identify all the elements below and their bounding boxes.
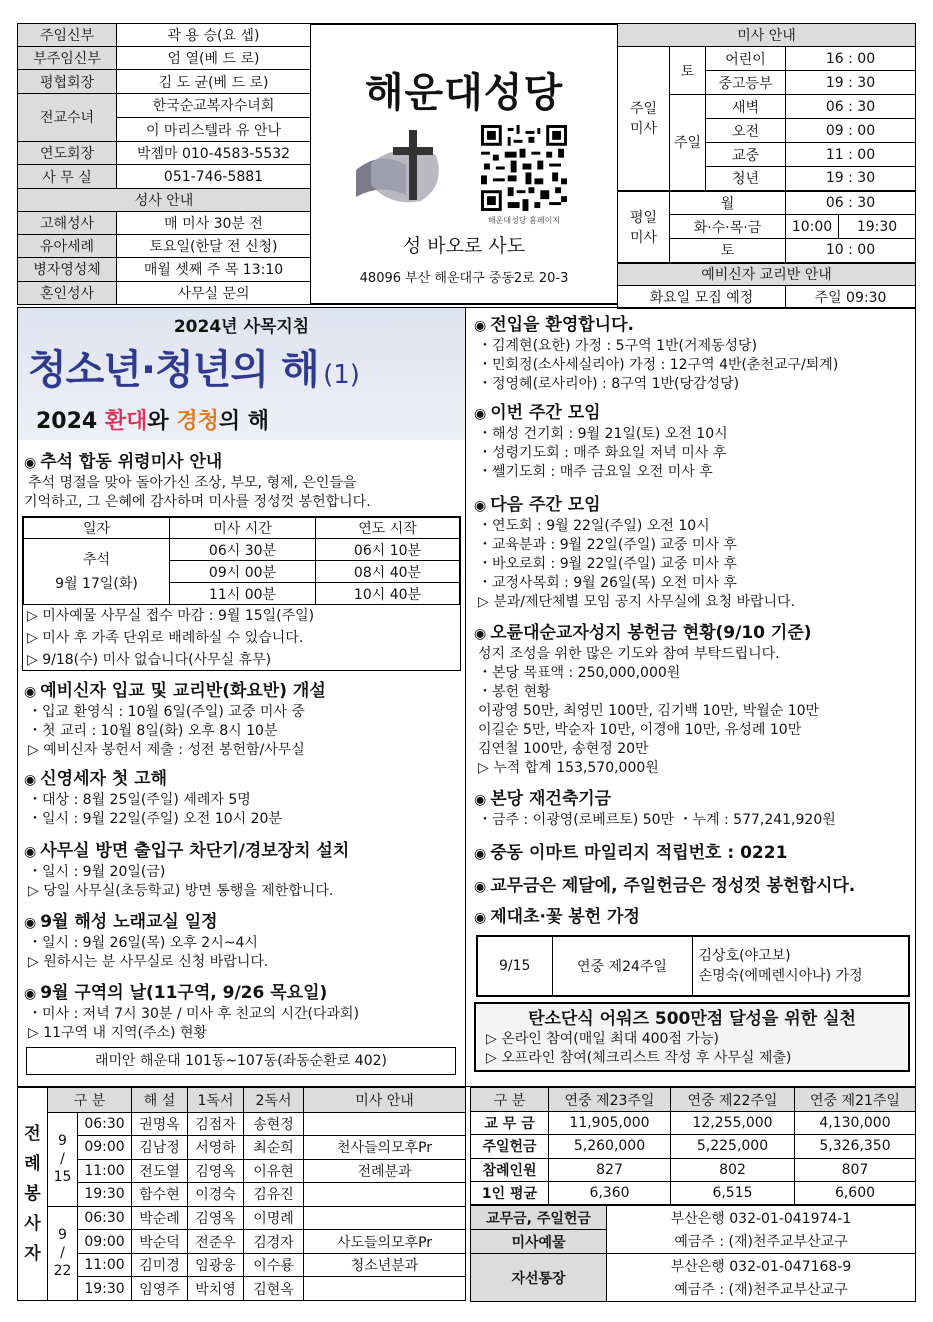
sacraments-title: 성사 안내 — [18, 188, 311, 211]
finance-cell: 827 — [549, 1158, 671, 1181]
section-line: 이광영 50만, 최영민 100만, 김기백 10만, 박월순 10만 — [478, 703, 820, 719]
section-line: 이길순 5만, 박순자 10만, 이경애 10만, 유성례 10만 — [478, 722, 802, 738]
servers-date: 9 / 15 — [48, 1112, 78, 1206]
sacrament-value: 매월 셋째 주 목 13:10 — [117, 258, 311, 281]
section-title: 교무금은 제달에, 주일헌금은 정성껏 봉헌합시다. — [490, 876, 856, 896]
banner-sub — [36, 404, 269, 435]
left-section — [24, 680, 461, 760]
servers-cell: 천사들의모후Pr — [304, 1136, 466, 1160]
section-line: ・김계현(요한) 가정 : 5구역 1반(거제동성당) — [478, 338, 758, 354]
carbon-line: ▷ 온라인 참여(매일 최대 400점 가능) — [486, 1031, 719, 1047]
circle-bullet-icon: ◉ — [24, 915, 37, 931]
servers-cell: 김경자 — [244, 1230, 304, 1254]
circle-bullet-icon: ◉ — [24, 986, 37, 1002]
mass-name: 교중 — [706, 143, 786, 167]
mass-time: 19 : 30 — [786, 167, 916, 191]
servers-cell: 11:00 — [78, 1159, 132, 1183]
officer-value: 051-746-5881 — [117, 165, 311, 188]
memorial-header: 일자 — [24, 518, 170, 539]
account-holder: 예금주 : (재)천주교부산교구 — [607, 1230, 916, 1254]
right-section — [474, 402, 910, 482]
banner-sub-suffix: 의 해 — [218, 409, 270, 434]
servers-table — [17, 1087, 466, 1301]
servers-cell: 19:30 — [78, 1183, 132, 1207]
banner-sub-hospitality: 환대 — [104, 409, 148, 434]
section-title: 9월 구역의 날(11구역, 9/26 목요일) — [40, 983, 328, 1003]
servers-cell: 청소년분과 — [304, 1253, 466, 1277]
section-title: 전입을 환영합니다. — [490, 315, 634, 335]
memorial-date: 추석 — [82, 551, 111, 568]
finance-header: 연중 제23주일 — [549, 1088, 671, 1112]
memorial-prayer-time: 10시 40분 — [316, 583, 460, 605]
banner-num: (1) — [323, 360, 360, 390]
servers-header: 구 분 — [48, 1088, 132, 1113]
finance-cell: 12,255,000 — [671, 1112, 795, 1135]
mass-name: 중고등부 — [706, 71, 786, 95]
left-column — [17, 307, 466, 1087]
section-line: ▷ 원하시는 분 사무실로 신청 바랍니다. — [28, 954, 269, 970]
section-title: 예비신자 입교 및 교리반(화요반) 개설 — [40, 681, 326, 701]
sunday-mass-label: 주일 미사 — [618, 47, 670, 191]
left-section — [24, 982, 461, 1075]
servers-cell: 김영옥 — [188, 1206, 244, 1230]
finance-cell: 11,905,000 — [549, 1112, 671, 1135]
servers-cell: 사도들의모후Pr — [304, 1230, 466, 1254]
parish-patron: 성 바오로 사도 — [402, 235, 526, 257]
section-title: 제대초·꽃 봉헌 가정 — [490, 907, 640, 927]
parish-address: 48096 부산 해운대구 중동2로 20-3 — [359, 271, 569, 286]
servers-cell: 전준우 — [188, 1230, 244, 1254]
memorial-date: 9월 17일(화) — [55, 575, 138, 592]
banner-sub-year: 2024 — [36, 409, 98, 434]
memorial-desc: 추석 명절을 맞아 돌아가신 조상, 부모, 형제, 은인들을 — [28, 475, 357, 491]
finance-label: 참례인원 — [471, 1158, 549, 1181]
officer-value: 한국순교복자수녀회 — [117, 93, 311, 117]
finance-cell: 4,130,000 — [795, 1112, 916, 1135]
memorial-note: ▷ 9/18(수) 미사 없습니다(사무실 휴무) — [27, 652, 272, 668]
account-label: 자선통장 — [471, 1254, 607, 1302]
saturday-label: 토 — [670, 47, 706, 95]
officer-value: 곽 용 승(요 셉) — [117, 24, 311, 47]
mass-name: 화·수·목·금 — [670, 215, 786, 239]
circle-bullet-icon: ◉ — [474, 846, 487, 862]
mass-name: 어린이 — [706, 47, 786, 71]
officer-value: 엄 열(베 드 로) — [117, 47, 311, 70]
section-title: 이번 주간 모임 — [490, 403, 601, 423]
flowers-week: 연중 제24주일 — [552, 937, 692, 995]
servers-cell — [304, 1206, 466, 1230]
section-title: 추석 합동 위령미사 안내 — [40, 452, 223, 472]
servers-cell: 박치영 — [188, 1277, 244, 1301]
finance-cell: 5,225,000 — [671, 1135, 795, 1158]
section-line: ・성령기도회 : 매주 화요일 저녁 미사 후 — [478, 445, 727, 461]
servers-cell: 09:00 — [78, 1136, 132, 1160]
right-section — [474, 314, 910, 394]
section-line: ・교육분과 : 9월 22일(주일) 교중 미사 후 — [478, 537, 737, 553]
finance-label: 교 무 금 — [471, 1112, 549, 1135]
sacrament-label: 병자영성체 — [18, 258, 117, 281]
right-column — [466, 307, 916, 1087]
left-section — [24, 840, 461, 901]
finance-cell: 6,515 — [671, 1181, 795, 1204]
servers-cell: 박순덕 — [132, 1230, 188, 1254]
section-line: ▷ 11구역 내 지역(주소) 현황 — [28, 1025, 208, 1041]
servers-cell: 06:30 — [78, 1206, 132, 1230]
servers-cell: 06:30 — [78, 1112, 132, 1136]
flowers-box — [476, 935, 910, 997]
memorial-table — [23, 517, 460, 605]
servers-header: 해 설 — [132, 1088, 188, 1113]
finance-header: 구 분 — [471, 1088, 549, 1112]
servers-cell: 박순례 — [132, 1206, 188, 1230]
catechumen-time: 주일 09:30 — [786, 286, 916, 309]
weekday-mass-label: 평일 미사 — [618, 191, 670, 263]
mass-name: 새벽 — [706, 95, 786, 119]
section-title: 9월 해성 노래교실 일정 — [40, 912, 218, 932]
section-title: 다음 주간 모임 — [490, 495, 601, 515]
mass-time: 06 : 30 — [786, 191, 916, 215]
finance-header: 연중 제22주일 — [671, 1088, 795, 1112]
servers-cell: 이명례 — [244, 1206, 304, 1230]
finance-cell: 807 — [795, 1158, 916, 1181]
finance-cell: 6,360 — [549, 1181, 671, 1204]
left-section — [24, 911, 461, 972]
banner-main-line — [28, 338, 360, 395]
servers-table-wrap — [17, 1087, 466, 1301]
servers-header: 미사 안내 — [304, 1088, 466, 1113]
section-line: ・대상 : 8월 25일(주일) 세례자 5명 — [28, 792, 251, 808]
district-box: 래미안 해운대 101동~107동(좌동순환로 402) — [26, 1047, 456, 1075]
servers-cell: 이수룡 — [244, 1253, 304, 1277]
circle-bullet-icon: ◉ — [474, 792, 487, 808]
account-label: 교무금, 주일헌금 — [471, 1206, 607, 1230]
section-line: ・일시 : 9월 22일(주일) 오전 10시 20분 — [28, 811, 282, 827]
mass-time: 06 : 30 — [786, 95, 916, 119]
circle-bullet-icon: ◉ — [474, 910, 487, 926]
left-section — [24, 768, 461, 829]
section-title: 중동 이마트 마일리지 적립번호 : 0221 — [490, 843, 788, 863]
banner-sub-and: 와 — [147, 409, 169, 434]
memorial-mass-time: 09시 00분 — [170, 561, 316, 583]
servers-cell: 09:00 — [78, 1230, 132, 1254]
officer-label: 부주임신부 — [18, 47, 117, 70]
sacrament-value: 매 미사 30분 전 — [117, 211, 311, 234]
officer-label: 주임신부 — [18, 24, 117, 47]
memorial-box — [22, 516, 461, 671]
flowers-family: 손명숙(에메렌시아나) 가정 — [698, 968, 863, 984]
sunday-label: 주일 — [670, 95, 706, 191]
servers-cell: 권명옥 — [132, 1112, 188, 1136]
catechumen-title: 예비신자 교리반 안내 — [618, 263, 916, 286]
section-line: ・금주 : 이광영(로베르토) 50만 ・누계 : 577,241,920원 — [478, 812, 836, 828]
servers-cell: 이유현 — [244, 1159, 304, 1183]
accounts-table — [470, 1205, 916, 1302]
finance-cell: 802 — [671, 1158, 795, 1181]
right-section — [474, 906, 640, 929]
officer-label: 전교수녀 — [18, 93, 117, 142]
circle-bullet-icon: ◉ — [474, 498, 487, 514]
mass-schedule — [617, 23, 916, 305]
memorial-title-row — [24, 451, 222, 474]
mass-time: 09 : 00 — [786, 119, 916, 143]
carbon-line: ▷ 오프라인 참여(체크리스트 작성 후 사무실 제출) — [486, 1050, 792, 1066]
servers-cell: 19:30 — [78, 1277, 132, 1301]
section-line: ・교정사목회 : 9월 26일(목) 오전 미사 후 — [478, 575, 737, 591]
flowers-date: 9/15 — [478, 937, 552, 995]
section-line: 김연철 100만, 송현정 20만 — [478, 741, 649, 757]
section-line: ・입교 환영식 : 10월 6일(주일) 교중 미사 중 — [28, 704, 305, 720]
right-section — [474, 842, 787, 865]
servers-date: 9 / 22 — [48, 1206, 78, 1300]
officers-panel — [17, 23, 311, 305]
banner-top: 2024년 사목지침 — [173, 317, 310, 337]
circle-bullet-icon: ◉ — [24, 772, 37, 788]
finance-cell: 5,260,000 — [549, 1135, 671, 1158]
circle-bullet-icon: ◉ — [474, 626, 487, 642]
mass-name: 토 — [670, 239, 786, 263]
mass-time: 11 : 00 — [786, 143, 916, 167]
servers-header: 2독서 — [244, 1088, 304, 1113]
sacrament-value: 사무실 문의 — [117, 281, 311, 304]
parish-name: 해운대성당 — [364, 70, 564, 116]
section-line: ▷ 예비신자 봉헌서 제출 : 성전 봉헌함/사무실 — [28, 742, 305, 758]
catechumen-info: 화요일 모집 예정 — [618, 286, 786, 309]
circle-bullet-icon: ◉ — [474, 406, 487, 422]
servers-cell: 김점자 — [188, 1112, 244, 1136]
carbon-title: 탄소단식 어워즈 500만점 달성을 위한 실천 — [528, 1009, 856, 1029]
servers-cell: 김남정 — [132, 1136, 188, 1160]
finance-table — [470, 1087, 916, 1205]
servers-cell: 이경숙 — [188, 1183, 244, 1207]
servers-cell: 김미경 — [132, 1253, 188, 1277]
mass-time: 19 : 30 — [786, 71, 916, 95]
servers-cell: 김현옥 — [244, 1277, 304, 1301]
servers-cell: 김영옥 — [188, 1159, 244, 1183]
section-line: ・민회정(소사세실리아) 가정 : 12구역 4반(춘천교구/퇴계) — [478, 357, 839, 373]
mass-title: 미사 안내 — [618, 24, 916, 47]
section-line: ・일시 : 9월 20일(금) — [28, 864, 166, 880]
pastoral-banner — [18, 308, 465, 440]
accounts-wrap — [470, 1205, 916, 1301]
memorial-header: 연도 시작 — [316, 518, 460, 539]
officer-label: 연도회장 — [18, 142, 117, 165]
sacrament-label: 혼인성사 — [18, 281, 117, 304]
mass-time: 10:00 — [786, 215, 839, 239]
servers-cell — [304, 1277, 466, 1301]
finance-label: 주일헌금 — [471, 1135, 549, 1158]
account-label: 미사예물 — [471, 1230, 607, 1254]
officer-value: 이 마리스텔라 유 안나 — [117, 117, 311, 141]
section-title: 오륜대순교자성지 봉헌금 현황(9/10 기준) — [490, 623, 812, 643]
section-line: ・쎌기도회 : 매주 금요일 오전 미사 후 — [478, 464, 713, 480]
right-section — [474, 788, 910, 830]
right-section — [474, 875, 855, 898]
right-section — [474, 622, 910, 778]
qr-caption: 해운대성당 홈페이지 — [487, 216, 561, 225]
servers-cell — [304, 1183, 466, 1207]
memorial-header: 미사 시간 — [170, 518, 316, 539]
circle-bullet-icon: ◉ — [24, 684, 37, 700]
officer-label: 평협회장 — [18, 70, 117, 93]
servers-cell: 임광웅 — [188, 1253, 244, 1277]
finance-label: 1인 평균 — [471, 1181, 549, 1204]
circle-bullet-icon: ◉ — [24, 844, 37, 860]
officer-value: 박젬마 010-4583-5532 — [117, 142, 311, 165]
section-title: 본당 재건축기금 — [490, 789, 612, 809]
officer-value: 김 도 균(베 드 로) — [117, 70, 311, 93]
account-bank: 부산은행 032-01-041974-1 — [607, 1206, 916, 1230]
account-holder: 예금주 : (재)천주교부산교구 — [607, 1278, 916, 1302]
servers-cell: 함수현 — [132, 1183, 188, 1207]
memorial-desc: 기억하고, 그 은혜에 감사하며 미사를 정성껏 봉헌합니다. — [24, 494, 371, 510]
section-line: ・정영혜(로사리아) : 8구역 1반(당감성당) — [478, 376, 740, 392]
servers-cell: 전례분과 — [304, 1159, 466, 1183]
memorial-note: ▷ 미사 후 가족 단위로 배례하실 수 있습니다. — [27, 630, 304, 646]
section-line: ・첫 교리 : 10월 8일(화) 오후 8시 10분 — [28, 723, 278, 739]
section-line: ・해성 건기회 : 9월 21일(토) 오전 10시 — [478, 426, 728, 442]
finance-header: 연중 제21주일 — [795, 1088, 916, 1112]
section-line: ・봉헌 현황 — [478, 684, 551, 700]
mass-name: 오전 — [706, 119, 786, 143]
mass-time: 10 : 00 — [786, 239, 916, 263]
carbon-box — [474, 1002, 910, 1072]
mass-time: 19:30 — [839, 215, 916, 239]
servers-cell: 11:00 — [78, 1253, 132, 1277]
finance-table-wrap — [470, 1087, 916, 1205]
banner-sub-listening: 경청 — [176, 409, 219, 434]
servers-cell: 전도열 — [132, 1159, 188, 1183]
account-bank: 부산은행 032-01-047168-9 — [607, 1254, 916, 1278]
sacrament-label: 고해성사 — [18, 211, 117, 234]
mass-name: 월 — [670, 191, 786, 215]
memorial-prayer-time: 06시 10분 — [316, 539, 460, 561]
circle-bullet-icon: ◉ — [474, 879, 487, 895]
officer-label: 사 무 실 — [18, 165, 117, 188]
parish-logo-icon — [351, 125, 451, 205]
section-line: ・일시 : 9월 26일(목) 오후 2시~4시 — [28, 935, 258, 951]
circle-bullet-icon: ◉ — [474, 318, 487, 334]
section-line: ・미사 : 저녁 7시 30분 / 미사 후 친교의 시간(다과회) — [28, 1006, 360, 1022]
servers-side-label: 전례봉사자 — [18, 1088, 48, 1301]
servers-cell: 서영하 — [188, 1136, 244, 1160]
servers-cell: 김유진 — [244, 1183, 304, 1207]
section-line: ▷ 누적 합계 153,570,000원 — [478, 760, 659, 776]
sacrament-value: 토요일(한달 전 신청) — [117, 235, 311, 258]
circle-bullet-icon: ◉ — [24, 455, 37, 471]
section-line: ▷ 분과/제단체별 모임 공지 사무실에 요청 바랍니다. — [478, 594, 796, 610]
servers-cell — [304, 1112, 466, 1136]
servers-cell: 송현정 — [244, 1112, 304, 1136]
finance-cell: 5,326,350 — [795, 1135, 916, 1158]
flowers-family: 김상호(야고보) — [698, 948, 791, 964]
section-line: ・본당 목표액 : 250,000,000원 — [478, 665, 681, 681]
qr-code-icon — [481, 125, 567, 211]
memorial-mass-time: 11시 00분 — [170, 583, 316, 605]
section-title: 신영세자 첫 고해 — [40, 769, 168, 789]
servers-cell: 최순희 — [244, 1136, 304, 1160]
memorial-mass-time: 06시 30분 — [170, 539, 316, 561]
parish-header — [311, 23, 617, 305]
servers-cell: 임영주 — [132, 1277, 188, 1301]
mass-time: 16 : 00 — [786, 47, 916, 71]
banner-main: 청소년·청년의 해 — [28, 347, 319, 393]
section-line: 성지 조성을 위한 많은 기도와 참여 부탁드립니다. — [478, 646, 780, 662]
section-line: ・바오로회 : 9월 22일(주일) 교중 미사 후 — [478, 556, 737, 572]
sacrament-label: 유아세례 — [18, 235, 117, 258]
mass-name: 청년 — [706, 167, 786, 191]
servers-header: 1독서 — [188, 1088, 244, 1113]
section-title: 사무실 방면 출입구 차단기/경보장치 설치 — [40, 841, 350, 861]
finance-cell: 6,600 — [795, 1181, 916, 1204]
memorial-prayer-time: 08시 40분 — [316, 561, 460, 583]
memorial-note: ▷ 미사예물 사무실 접수 마감 : 9월 15일(주일) — [27, 608, 315, 624]
section-line: ▷ 당일 사무실(초등학교) 방면 통행을 제한합니다. — [28, 883, 334, 899]
right-section — [474, 494, 910, 612]
section-line: ・연도회 : 9월 22일(주일) 오전 10시 — [478, 518, 710, 534]
